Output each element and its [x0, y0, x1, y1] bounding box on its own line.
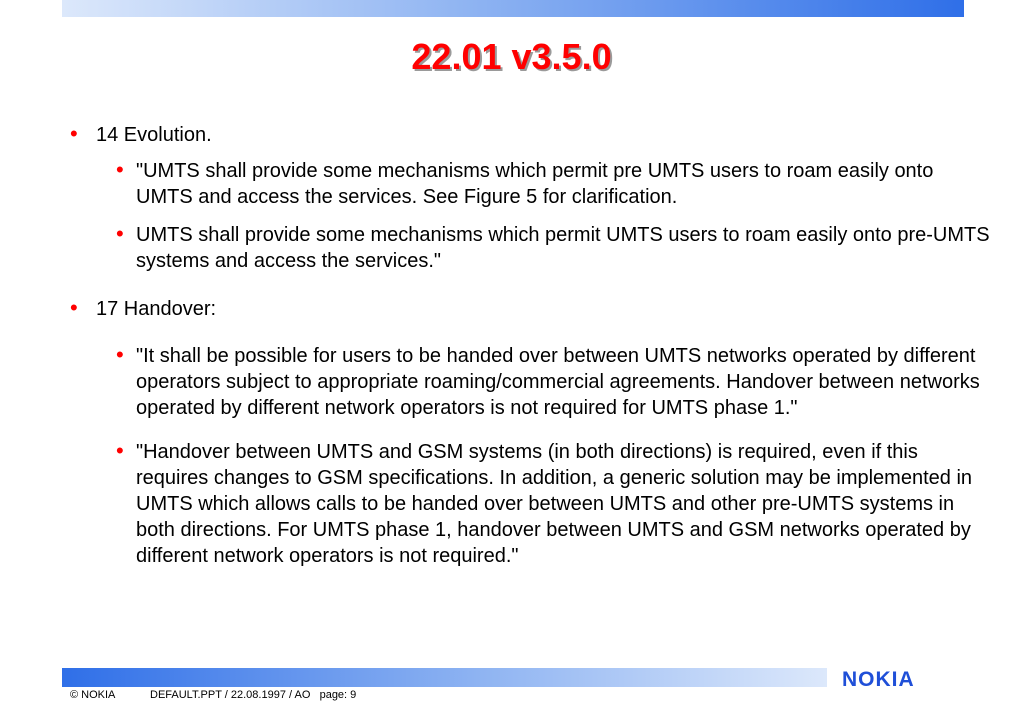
sub-bullet-text: "Handover between UMTS and GSM systems (in both directions) is required, even if this requires changes to GSM specifications. In addition, a generic solution may be implemented in UMTS which allows calls to be handed over between UMTS and other pre-UMTS systems in both directions. For UMTS phase 1, handover between UMTS and GSM networks operated by different network operators is not required." [136, 441, 973, 567]
slide-content [70, 122, 990, 569]
bullet-handover [70, 296, 990, 322]
bullet-dot-icon: • [116, 221, 124, 246]
bullet-dot-icon: • [70, 295, 78, 320]
sub-bullet-text: "It shall be possible for users to be handed over between UMTS networks operated by different operators subject to appropriate roaming/commercial agreements. Handover between networks operated by different network operators is not required for UMTS phase 1." [136, 345, 980, 419]
top-gradient-bar [62, 0, 964, 17]
footer-page: page: 9 [319, 689, 357, 701]
bullet-dot-icon: • [70, 121, 78, 146]
slide-title: 22.01 v3.5.0 [411, 36, 612, 77]
bullet-evolution-text: 14 Evolution. [96, 124, 212, 146]
bullet-handover-text: 17 Handover: [96, 298, 217, 320]
sub-bullet-text: "UMTS shall provide some mechanisms which permit pre UMTS users to roam easily onto UMTS and access the services. See Figure 5 for clarification. [136, 160, 934, 208]
sub-bullet-handover-1 [70, 343, 990, 421]
footer [70, 689, 356, 701]
sub-bullet-text: UMTS shall provide some mechanisms which permit UMTS users to roam easily onto pre-UMTS systems and access the services." [136, 224, 990, 272]
footer-copyright: © NOKIA [70, 689, 116, 701]
footer-file-info: DEFAULT.PPT / 22.08.1997 / AO [150, 689, 311, 701]
sub-bullet-evolution-1 [70, 158, 990, 210]
bullet-dot-icon: • [116, 438, 124, 463]
nokia-logo: NOKIA [842, 668, 915, 691]
sub-bullet-evolution-2 [70, 222, 990, 274]
bottom-gradient-bar [62, 668, 827, 687]
sub-bullet-handover-2 [70, 439, 990, 569]
bullet-dot-icon: • [116, 157, 124, 182]
bullet-evolution [70, 122, 990, 148]
bullet-dot-icon: • [116, 342, 124, 367]
